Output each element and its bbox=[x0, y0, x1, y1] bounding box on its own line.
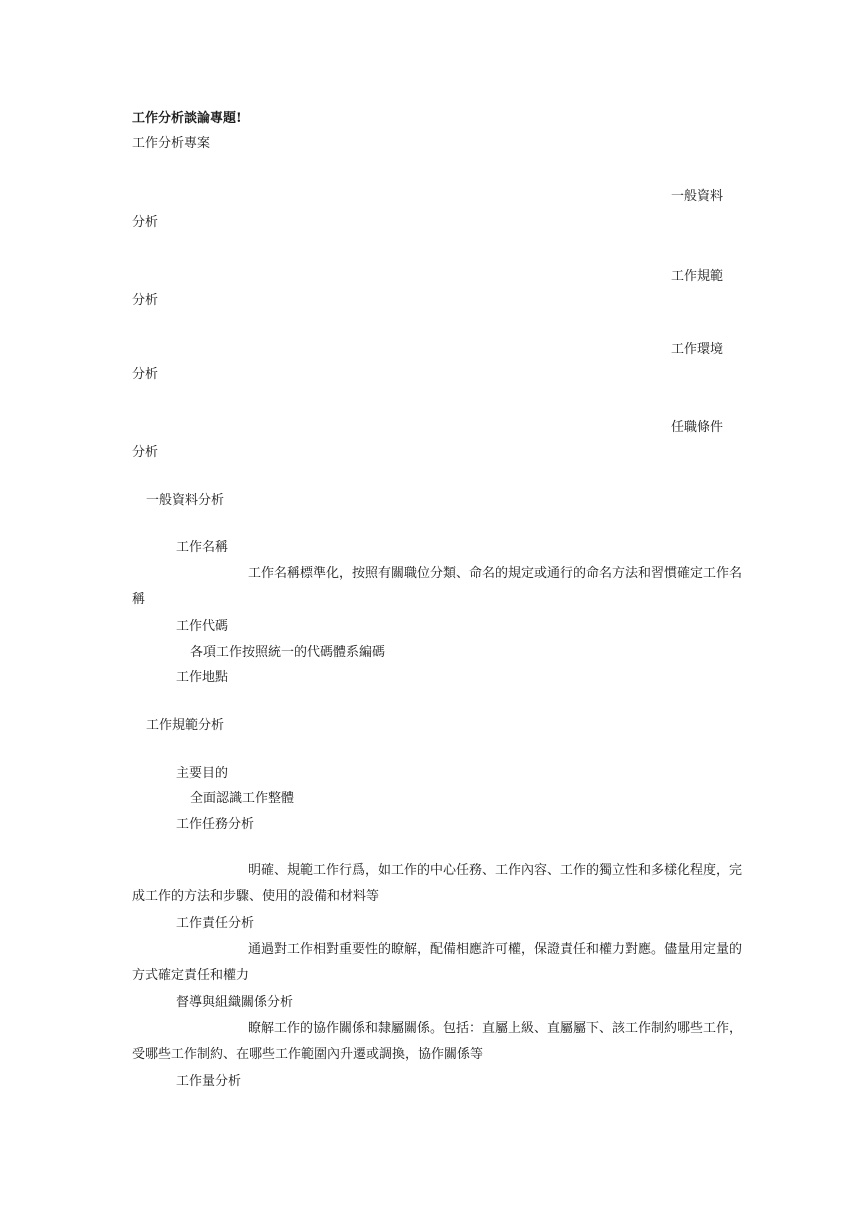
item-job-name: 工作名稱 bbox=[176, 540, 229, 555]
toc-item-3-tail: 分析 bbox=[132, 367, 159, 382]
section-spec-heading: 工作規範分析 bbox=[146, 718, 225, 733]
toc-item-2-tail: 分析 bbox=[132, 293, 159, 308]
item-job-location: 工作地點 bbox=[176, 670, 229, 685]
doc-title: 工作分析談論專題! bbox=[132, 111, 242, 126]
doc-subtitle: 工作分析專案 bbox=[132, 136, 211, 151]
toc-item-1-tail: 分析 bbox=[132, 215, 159, 230]
paragraph-responsibility-text: 通過對工作相對重要性的瞭解，配備相應許可權，保證責任和權力對應。儘量用定量的方式確定責任和權力 bbox=[132, 942, 743, 983]
paragraph-job-code: 各項工作按照統一的代碼體系編碼 bbox=[190, 645, 386, 660]
section-general-heading: 一般資料分析 bbox=[146, 493, 225, 508]
paragraph-main-goal: 全面認識工作整體 bbox=[190, 791, 295, 806]
paragraph-job-name-text: 工作名稱標準化，按照有關職位分類、命名的規定或通行的命名方法和習慣確定工作名稱 bbox=[132, 566, 743, 607]
item-supervision: 督導與組織關係分析 bbox=[176, 995, 294, 1010]
paragraph-responsibility bbox=[132, 937, 742, 989]
paragraph-task-text: 明確、規範工作行爲，如工作的中心任務、工作內容、工作的獨立性和多樣化程度，完成工作的方法和步驟、使用的設備和材料等 bbox=[132, 863, 743, 904]
toc-item-4-head: 任職條件 bbox=[671, 420, 724, 435]
paragraph-job-name bbox=[132, 561, 742, 613]
toc-item-4-tail: 分析 bbox=[132, 445, 159, 460]
item-task-analysis: 工作任務分析 bbox=[176, 817, 255, 832]
item-main-goal: 主要目的 bbox=[176, 766, 229, 781]
item-workload: 工作量分析 bbox=[176, 1074, 242, 1089]
paragraph-task bbox=[132, 858, 742, 910]
toc-item-3-head: 工作環境 bbox=[671, 342, 724, 357]
paragraph-supervision-text: 瞭解工作的協作關係和隸屬關係。包括：直屬上級、直屬屬下、該工作制約哪些工作，受哪些工作制約、在哪些工作範圍內升遷或調換，協作關係等 bbox=[132, 1021, 743, 1062]
item-responsibility: 工作責任分析 bbox=[176, 916, 255, 931]
item-job-code: 工作代碼 bbox=[176, 619, 229, 634]
toc-item-2-head: 工作規範 bbox=[671, 269, 724, 284]
toc-item-1-head: 一般資料 bbox=[671, 189, 724, 204]
paragraph-supervision bbox=[132, 1016, 742, 1068]
